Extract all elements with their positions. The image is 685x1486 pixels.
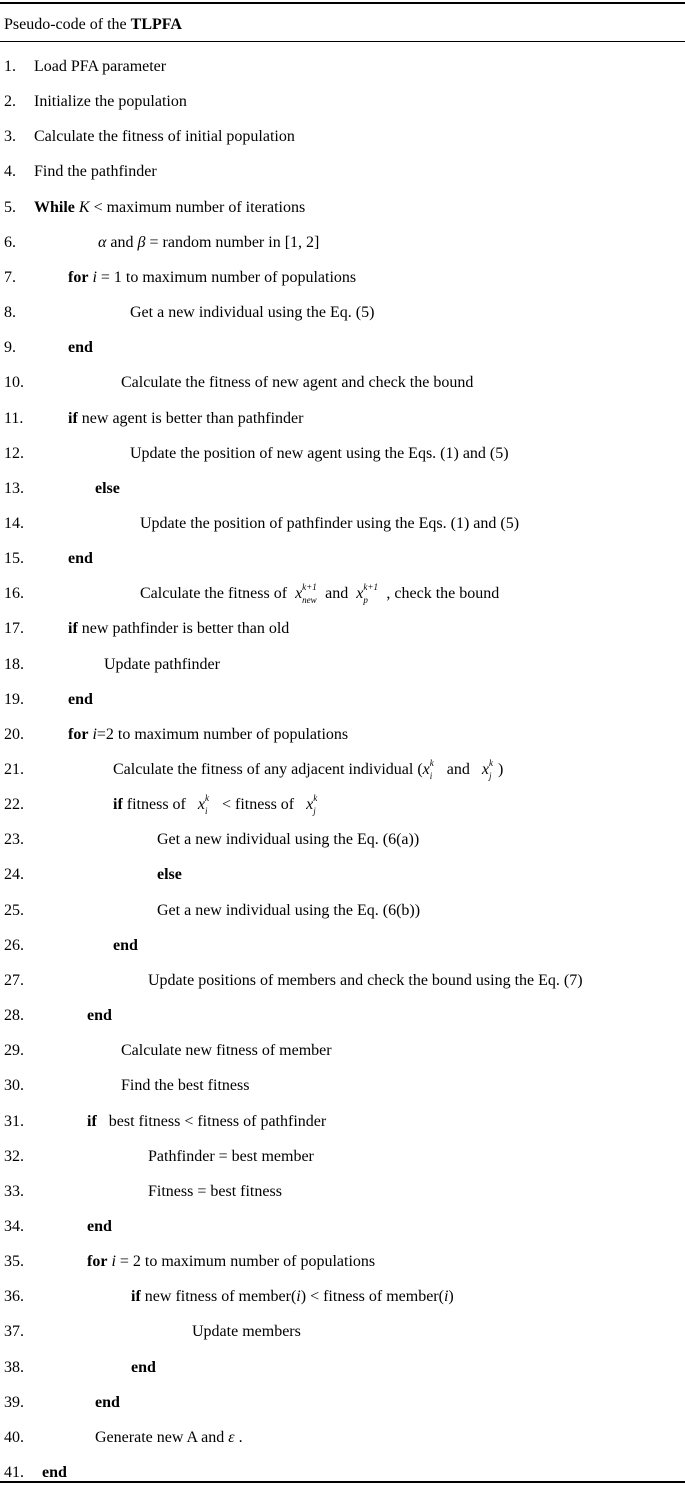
text-fragment: , check the bound	[378, 585, 500, 602]
code-line	[0, 827, 685, 853]
keyword: end	[68, 691, 93, 708]
text-fragment: new agent is better than pathfinder	[77, 410, 304, 427]
line-text	[87, 1214, 112, 1240]
variable: β	[137, 234, 146, 251]
variable: ε	[228, 1429, 235, 1446]
line-text	[68, 406, 303, 432]
line-number: 28.	[4, 1007, 24, 1024]
keyword: for	[68, 726, 89, 743]
table-header-rule	[0, 41, 685, 42]
math-variable: x k i	[422, 758, 434, 781]
text-fragment: Fitness = best fitness	[148, 1183, 282, 1200]
line-text	[95, 1390, 120, 1416]
line-text	[68, 546, 93, 572]
algorithm-name: TLPFA	[130, 16, 182, 33]
line-number: 15.	[4, 550, 24, 567]
code-line	[0, 441, 685, 467]
text-fragment: .	[234, 1429, 243, 1446]
line-number: 26.	[4, 937, 24, 954]
line-text	[130, 441, 509, 467]
code-line	[0, 195, 685, 221]
math-variable: x k j	[481, 758, 493, 781]
line-text	[68, 722, 348, 748]
table-title	[4, 15, 182, 35]
text-fragment: Load PFA parameter	[34, 58, 167, 75]
line-text	[98, 230, 319, 256]
line-text	[68, 616, 289, 642]
text-fragment: Get a new individual using the Eq. (6(a))	[157, 831, 420, 848]
line-number: 4.	[4, 163, 16, 180]
line-number: 39.	[4, 1394, 24, 1411]
text-fragment: Calculate new fitness of member	[121, 1042, 332, 1059]
math-variable: x k i	[197, 793, 209, 816]
text-fragment: =2 to maximum number of populations	[96, 726, 349, 743]
code-line	[0, 230, 685, 256]
line-text	[130, 300, 374, 326]
line-text	[113, 933, 138, 959]
code-line	[0, 722, 685, 748]
variable: i	[92, 269, 97, 286]
code-line	[0, 54, 685, 80]
code-line	[0, 792, 685, 818]
code-line	[0, 89, 685, 115]
code-line	[0, 1214, 685, 1240]
code-line	[0, 1179, 685, 1205]
code-line	[0, 546, 685, 572]
line-number: 40.	[4, 1429, 24, 1446]
text-fragment: Calculate the fitness of new agent and check the bound	[121, 374, 474, 391]
code-line	[0, 1144, 685, 1170]
text-fragment: and	[106, 234, 138, 251]
code-line	[0, 406, 685, 432]
math-variable: x k+1 new	[295, 582, 317, 605]
code-line	[0, 511, 685, 537]
line-number: 16.	[4, 585, 24, 602]
code-line	[0, 933, 685, 959]
code-line	[0, 652, 685, 678]
code-line	[0, 1284, 685, 1310]
keyword: if	[68, 410, 78, 427]
keyword: if	[87, 1113, 97, 1130]
code-line	[0, 124, 685, 150]
code-line	[0, 1355, 685, 1381]
code-line	[0, 159, 685, 185]
text-fragment: new fitness of member(	[140, 1288, 297, 1305]
code-line	[0, 1109, 685, 1135]
code-line	[0, 1003, 685, 1029]
line-text	[121, 370, 473, 396]
line-number: 20.	[4, 726, 24, 743]
line-number: 27.	[4, 972, 24, 989]
text-fragment: = 1 to maximum number of populations	[96, 269, 357, 286]
line-text	[34, 124, 295, 150]
code-line	[0, 616, 685, 642]
line-number: 22.	[4, 796, 24, 813]
line-text	[140, 581, 499, 607]
keyword: end	[42, 1464, 67, 1481]
line-number: 19.	[4, 691, 24, 708]
code-line	[0, 1425, 685, 1451]
code-line	[0, 300, 685, 326]
code-line	[0, 968, 685, 994]
line-number: 30.	[4, 1077, 24, 1094]
code-line	[0, 370, 685, 396]
line-text	[34, 159, 157, 185]
line-text	[68, 335, 93, 361]
line-text	[87, 1249, 375, 1275]
code-line	[0, 687, 685, 713]
line-number: 31.	[4, 1113, 24, 1130]
line-number: 24.	[4, 866, 24, 883]
line-text	[95, 1425, 243, 1451]
code-line	[0, 898, 685, 924]
line-number: 41.	[4, 1464, 24, 1481]
line-text	[131, 1355, 156, 1381]
text-fragment: = 2 to maximum number of populations	[115, 1253, 376, 1270]
text-fragment: Update the position of pathfinder using the Eqs. (1) and (5)	[140, 515, 520, 532]
line-number: 7.	[4, 269, 16, 286]
text-fragment: Initialize the population	[34, 93, 187, 110]
text-fragment: Update members	[192, 1323, 301, 1340]
keyword: end	[113, 937, 138, 954]
code-line	[0, 757, 685, 783]
line-number: 9.	[4, 339, 16, 356]
keyword: else	[95, 480, 120, 497]
line-number: 5.	[4, 199, 16, 216]
line-text	[104, 652, 220, 678]
variable: K	[78, 199, 90, 216]
keyword: end	[95, 1394, 120, 1411]
line-text	[87, 1109, 326, 1135]
line-text	[34, 195, 305, 221]
text-fragment: Update the position of new agent using the Eqs. (1) and (5)	[130, 445, 509, 462]
line-number: 36.	[4, 1288, 24, 1305]
text-fragment: Update positions of members and check the bound using the Eq. (7)	[148, 972, 583, 989]
line-text	[148, 1144, 314, 1170]
line-text	[140, 511, 519, 537]
keyword: for	[68, 269, 89, 286]
text-fragment: Get a new individual using the Eq. (5)	[130, 304, 375, 321]
keyword: end	[131, 1359, 156, 1376]
text-fragment: = random number in [1, 2]	[145, 234, 320, 251]
code-line	[0, 1249, 685, 1275]
line-text	[121, 1073, 249, 1099]
line-text	[113, 757, 503, 783]
line-number: 10.	[4, 374, 24, 391]
text-fragment: )	[494, 761, 504, 778]
line-number: 18.	[4, 656, 24, 673]
line-text	[68, 687, 93, 713]
text-fragment: Update pathfinder	[104, 656, 220, 673]
text-fragment: Calculate the fitness of any adjacent individual (	[113, 761, 423, 778]
text-fragment: and	[434, 761, 482, 778]
line-text	[131, 1284, 454, 1310]
line-number: 38.	[4, 1359, 24, 1376]
text-fragment: new pathfinder is better than old	[77, 620, 290, 637]
text-fragment: Find the pathfinder	[34, 163, 157, 180]
line-number: 3.	[4, 128, 16, 145]
variable: α	[98, 234, 107, 251]
line-text	[148, 968, 583, 994]
line-text	[95, 476, 120, 502]
line-number: 32.	[4, 1148, 24, 1165]
line-number: 12.	[4, 445, 24, 462]
keyword: While	[34, 199, 75, 216]
code-line	[0, 335, 685, 361]
code-line	[0, 476, 685, 502]
code-line	[0, 1319, 685, 1345]
text-fragment: Calculate the fitness of initial population	[34, 128, 295, 145]
line-number: 14.	[4, 515, 24, 532]
line-number: 6.	[4, 234, 16, 251]
table-top-rule	[0, 2, 685, 4]
keyword: if	[113, 796, 123, 813]
text-fragment: < maximum number of iterations	[89, 199, 306, 216]
text-fragment: Calculate the fitness of	[140, 585, 296, 602]
code-line	[0, 862, 685, 888]
variable: i	[92, 726, 97, 743]
line-number: 21.	[4, 761, 24, 778]
line-text	[157, 827, 419, 853]
variable: i	[296, 1288, 301, 1305]
line-text	[148, 1179, 282, 1205]
code-line	[0, 1038, 685, 1064]
line-text	[121, 1038, 332, 1064]
code-line	[0, 1390, 685, 1416]
line-number: 33.	[4, 1183, 24, 1200]
line-text	[87, 1003, 112, 1029]
line-number: 35.	[4, 1253, 24, 1270]
text-fragment: and	[317, 585, 357, 602]
line-number: 25.	[4, 902, 24, 919]
text-fragment: best fitness < fitness of pathfinder	[96, 1113, 327, 1130]
line-text	[68, 265, 356, 291]
keyword: end	[68, 339, 93, 356]
line-number: 34.	[4, 1218, 24, 1235]
code-line	[0, 265, 685, 291]
keyword: end	[87, 1007, 112, 1024]
math-variable: x k+1 p	[356, 582, 378, 605]
text-fragment: Get a new individual using the Eq. (6(b))	[157, 902, 421, 919]
text-fragment: fitness of	[122, 796, 198, 813]
text-fragment: < fitness of	[210, 796, 307, 813]
line-text	[157, 862, 182, 888]
keyword: for	[87, 1253, 108, 1270]
text-fragment: Find the best fitness	[121, 1077, 250, 1094]
line-number: 37.	[4, 1323, 24, 1340]
math-variable: x k j	[306, 793, 318, 816]
line-number: 1.	[4, 58, 16, 75]
line-text	[157, 898, 420, 924]
keyword: end	[68, 550, 93, 567]
line-number: 23.	[4, 831, 24, 848]
table-title-prefix: Pseudo-code of the	[4, 16, 131, 33]
keyword: else	[157, 866, 182, 883]
text-fragment: ) < fitness of member(	[300, 1288, 444, 1305]
keyword: end	[87, 1218, 112, 1235]
code-line	[0, 581, 685, 607]
variable: i	[443, 1288, 449, 1305]
variable: i	[111, 1253, 116, 1270]
text-fragment: Generate new A and	[95, 1429, 229, 1446]
code-line	[0, 1073, 685, 1099]
line-number: 29.	[4, 1042, 24, 1059]
line-number: 11.	[4, 410, 24, 427]
text-fragment: Pathfinder = best member	[148, 1148, 314, 1165]
keyword: if	[68, 620, 78, 637]
line-number: 2.	[4, 93, 16, 110]
keyword: if	[131, 1288, 141, 1305]
line-number: 13.	[4, 480, 24, 497]
line-number: 17.	[4, 620, 24, 637]
line-text	[34, 89, 187, 115]
text-fragment: )	[448, 1288, 454, 1305]
line-text	[34, 54, 166, 80]
line-number: 8.	[4, 304, 16, 321]
line-text	[113, 792, 318, 818]
line-text	[192, 1319, 301, 1345]
